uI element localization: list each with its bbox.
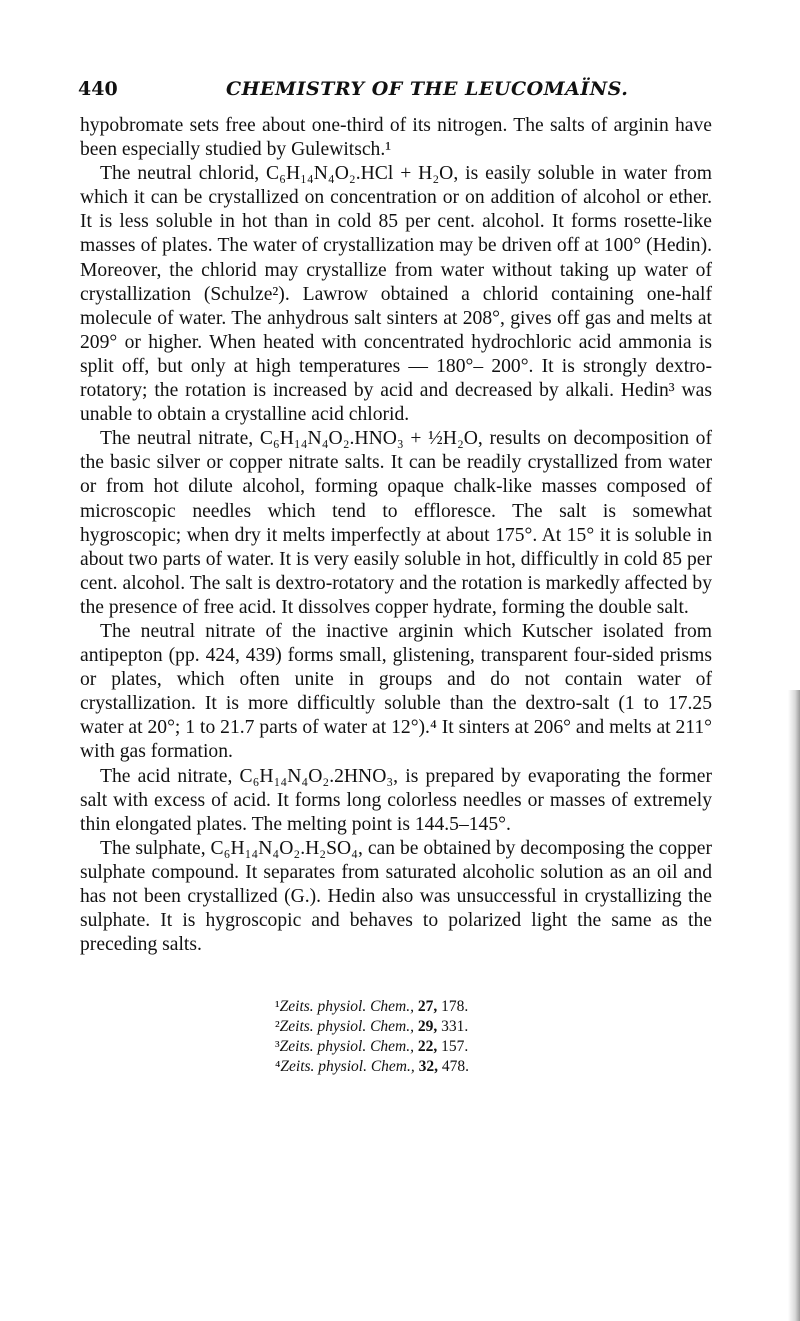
paragraph: The acid nitrate, C₆H₁₄N₄O₂.2HNO₃, is prepared by evaporating the former salt with excess of acid. It forms long colorless needles or masses of extremely thin elongated plates. The melting point is 144.5–145°.: [80, 765, 712, 835]
paragraph: The neutral nitrate, C₆H₁₄N₄O₂.HNO₃ + ½H₂O, results on decomposition of the basic silver or copper nitrate salts. It can be readily crystallized from water or from hot dilute alcohol, forming opaque chalk-like masses composed of microscopic needles which tend to effloresce. The salt is somewhat hygroscopic; when dry it melts imperfectly at about 175°. At 15° it is soluble in about two parts of water. It is very easily soluble in hot, difficultly in cold 85 per cent. alcohol. The salt is dextro-rotatory and the rotation is markedly affected by the presence of free acid. It dissolves copper hydrate, forming the double salt.: [80, 428, 712, 618]
footnote-page: 478.: [441, 1058, 469, 1075]
footnote: [275, 1037, 695, 1057]
paragraph: The neutral chlorid, C₆H₁₄N₄O₂.HCl + H₂O, is easily soluble in water from which it can be crystallized on concentration or on addition of alcohol or ether. It is less soluble in hot than in cold 85 per cent. alcohol. It forms rosette-like masses of plates. The water of crystallization may be driven off at 100° (Hedin). Moreover, the chlorid may crystallize from water without taking up water of crystallization (Schulze²). Lawrow obtained a chlorid containing one-half molecule of water. The anhydrous salt sinters at 208°, gives off gas and melts at 209° or higher. When heated with concentrated hydrochloric acid ammonia is split off, but only at high temperatures — 180°– 200°. It is strongly dextro-rotatory; the rotation is increased by acid and decreased by alkali. Hedin³ was unable to obtain a crystalline acid chlorid.: [80, 163, 712, 426]
footnote-volume: 29,: [417, 1018, 438, 1035]
footnote: [275, 1017, 695, 1037]
page-number: 440: [78, 78, 118, 100]
footnote-page: 331.: [441, 1018, 469, 1035]
running-title: CHEMISTRY OF THE LEUCOMAÏNS.: [226, 78, 629, 100]
footnote-journal: Zeits. physiol. Chem.,: [279, 1038, 414, 1055]
paragraph: hypobromate sets free about one-third of its nitrogen. The salts of arginin have been especially studied by Gulewitsch.¹: [80, 115, 712, 161]
footnotes: [275, 997, 695, 1077]
footnote-journal: Zeits. physiol. Chem.,: [280, 1058, 415, 1075]
footnote-volume: 32,: [418, 1058, 438, 1075]
footnote: [275, 1057, 695, 1077]
footnote-page: 178.: [441, 998, 469, 1015]
footnote-journal: Zeits. physiol. Chem.,: [279, 998, 414, 1015]
paragraph: The sulphate, C₆H₁₄N₄O₂.H₂SO₄, can be obtained by decomposing the copper sulphate compound. It separates from saturated alcoholic solution as an oil and has not been crystallized (G.). Hedin also was unsuccessful in crystallizing the sulphate. It is hygroscopic and behaves to polarized light the same as the preceding salts.: [80, 837, 712, 956]
footnote-journal: Zeits. physiol. Chem.,: [279, 1018, 414, 1035]
paragraph: The neutral nitrate of the inactive arginin which Kutscher isolated from antipepton (pp. 424, 439) forms small, glistening, transparent four-sided prisms or plates, which often unite in groups and do not contain water of crystallization. It is more difficultly soluble than the dextro-salt (1 to 17.25 water at 20°; 1 to 21.7 parts of water at 12°).⁴ It sinters at 206° and melts at 211° with gas formation.: [80, 620, 712, 763]
page-edge-shadow: [788, 690, 800, 1321]
footnote: [275, 997, 695, 1017]
footnote-page: 157.: [441, 1038, 469, 1055]
running-header: [78, 74, 714, 104]
footnote-mark: ²: [275, 1018, 280, 1035]
footnote-mark: ³: [275, 1038, 280, 1055]
footnote-mark: ⁴: [275, 1058, 281, 1075]
footnote-volume: 22,: [417, 1038, 438, 1055]
footnote-volume: 27,: [417, 998, 438, 1015]
footnote-mark: ¹: [275, 998, 280, 1015]
body-text: [80, 114, 712, 957]
